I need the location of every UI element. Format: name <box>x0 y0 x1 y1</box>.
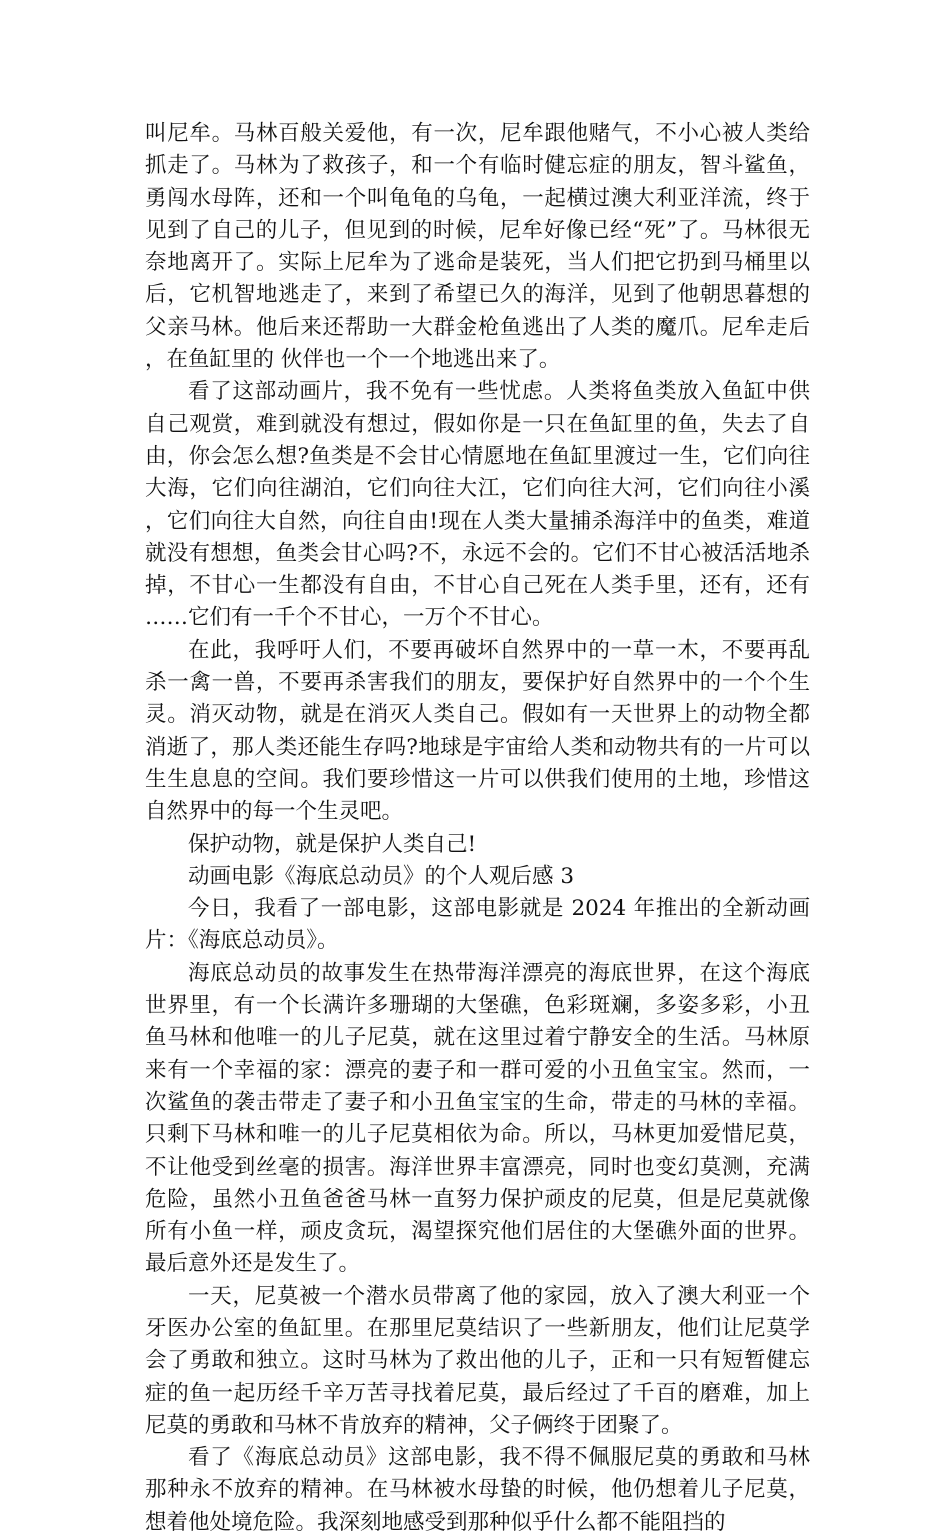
paragraph-4: 保护动物，就是保护人类自己! <box>188 831 477 857</box>
paragraph-7: 一天，尼莫被一个潜水员带离了他的家园，放入了澳大利亚一个牙医办公室的鱼缸里。在那里尼莫结识了一些新朋友，他们让尼莫学会了勇敢和独立。这时马林为了救出他的儿子，正和一只有短暂健忘症的鱼一起历经千辛万苦寻找着尼莫，最后经过了千百的磨难，加上尼莫的勇敢和马林不肯放弃的精神，父子俩终于团聚了。 <box>145 1283 810 1438</box>
paragraph-8: 看了《海底总动员》这部电影，我不得不佩服尼莫的勇敢和马林那种永不放弃的精神。在马林被水母蛰的时候，他仍想着儿子尼莫，想着他处境危险。我深刻地感受到那种似乎什么都不能阻挡的 <box>145 1445 810 1535</box>
paragraph-2: 看了这部动画片，我不免有一些忧虑。人类将鱼类放入鱼缸中供自己观赏，难到就没有想过，假如你是一只在鱼缸里的鱼，失去了自由，你会怎么想?鱼类是不会甘心情愿地在鱼缸里渡过一生，它们向往大海，它们向往湖泊，它们向往大江，它们向往大河，它们向往小溪，它们向往大自然，向往自由!现在人类大量捕杀海洋中的鱼类，难道就没有想想，鱼类会甘心吗?不，永远不会的。它们不甘心被活活地杀掉，不甘心一生都没有自由，不甘心自己死在人类手里，还有，还有……它们有一千个不甘心，一万个不甘心。 <box>145 379 810 631</box>
paragraph-1: 叫尼牟。马林百般关爱他，有一次，尼牟跟他赌气，不小心被人类给抓走了。马林为了救孩子，和一个有临时健忘症的朋友，智斗鲨鱼，勇闯水母阵，还和一个叫龟龟的乌龟，一起横过澳大利亚洋流，终于见到了自己的儿子，但见到的时候，尼牟好像已经“死”了。马林很无奈地离开了。实际上尼牟为了逃命是装死，当人们把它扔到马桶里以后，它机智地逃走了，来到了希望已久的海洋，见到了他朝思暮想的父亲马林。他后来还帮助一大群金枪鱼逃出了人类的魔爪。尼牟走后，在鱼缸里的 伙伴也一个一个地逃出来了。 <box>145 121 810 373</box>
paragraph-5: 今日，我看了一部电影，这部电影就是 2024 年推出的全新动画片：《海底总动员》。 <box>145 896 810 954</box>
document-page <box>145 118 810 1539</box>
paragraph-6: 海底总动员的故事发生在热带海洋漂亮的海底世界，在这个海底世界里，有一个长满许多珊瑚的大堡礁，色彩斑斓，多姿多彩，小丑鱼马林和他唯一的儿子尼莫，就在这里过着宁静安全的生活。马林原来有一个幸福的家：漂亮的妻子和一群可爱的小丑鱼宝宝。然而，一次鲨鱼的袭击带走了妻子和小丑鱼宝宝的生命，带走的马林的幸福。只剩下马林和唯一的儿子尼莫相依为命。所以，马林更加爱惜尼莫，不让他受到丝毫的损害。海洋世界丰富漂亮，同时也变幻莫测，充满危险，虽然小丑鱼爸爸马林一直努力保护顽皮的尼莫，但是尼莫就像所有小鱼一样，顽皮贪玩，渴望探究他们居住的大堡礁外面的世界。最后意外还是发生了。 <box>145 960 810 1277</box>
paragraph-3: 在此，我呼吁人们，不要再破坏自然界中的一草一木，不要再乱杀一禽一兽，不要再杀害我们的朋友，要保护好自然界中的一个个生灵。消灭动物，就是在消灭人类自己。假如有一天世界上的动物全都消逝了，那人类还能生存吗?地球是宇宙给人类和动物共有的一片可以生生息息的空间。我们要珍惜这一片可以供我们使用的土地，珍惜这自然界中的每一个生灵吧。 <box>145 637 810 825</box>
section-heading: 动画电影《海底总动员》的个人观后感 3 <box>188 863 575 889</box>
